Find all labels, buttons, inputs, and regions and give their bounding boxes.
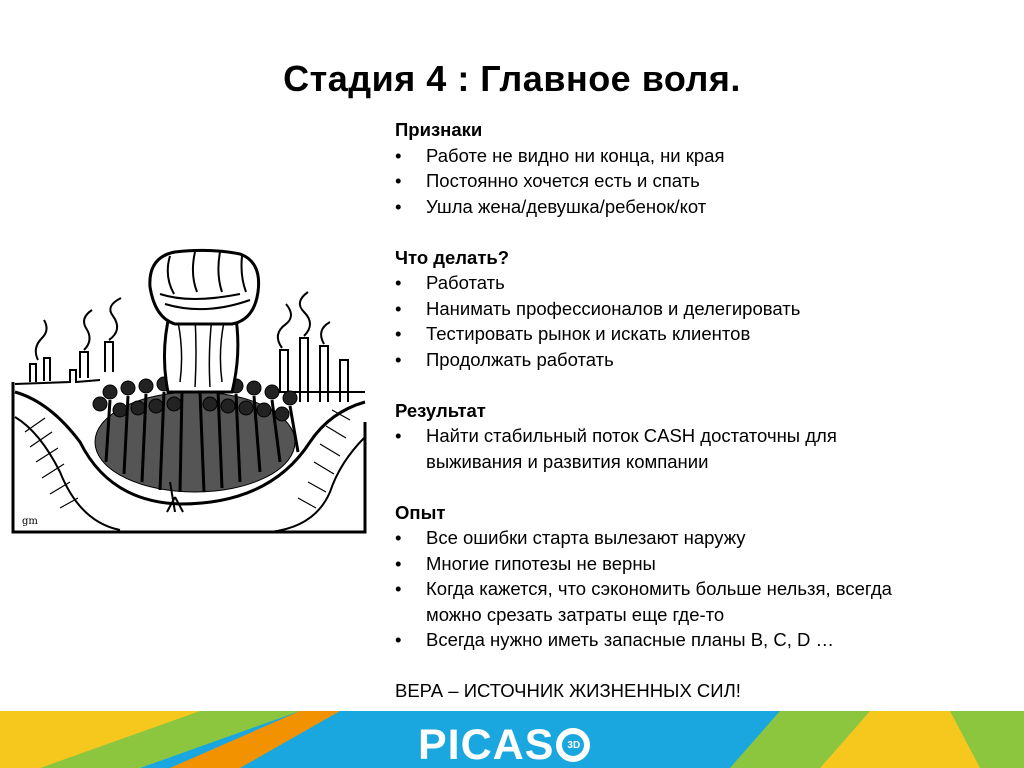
section-heading: Результат [395,399,486,421]
list-item: • Продолжать работать [395,347,915,373]
svg-text:gm: gm [22,516,38,527]
list-item: • Все ошибки старта вылезают наружу [395,525,915,551]
bullet-list [395,143,915,220]
list-item: • Ушла жена/девушка/ребенок/кот [395,194,915,220]
bullet-list [395,525,915,653]
bullet-list [395,270,915,372]
list-item: • Тестировать рынок и искать клиентов [395,321,915,347]
picaso-logo [418,720,590,768]
fist-crowd-illustration [10,242,370,534]
slide-title: Стадия 4 : Главное воля. [283,58,741,99]
list-item: • Работе не видно ни конца, ни края [395,143,915,169]
section-signs [395,117,915,219]
bullet-list [395,423,915,474]
list-item: • Постоянно хочется есть и спать [395,168,915,194]
list-item: • Многие гипотезы не верны [395,551,915,577]
footer-banner [0,711,1024,768]
list-item: • Когда кажется, что сэкономить больше нельзя, всегда можно срезать затраты еще где-то [395,576,915,627]
section-what-to-do [395,245,915,373]
logo-text: PICAS [418,720,555,768]
section-heading: Признаки [395,119,483,140]
list-item: • Нанимать профессионалов и делегировать [395,296,915,322]
section-heading: Что делать? [395,246,510,268]
slide-content [395,117,915,704]
logo-o-ring [556,728,590,762]
list-item: • Работать [395,270,915,296]
closing-statement: ВЕРА – ИСТОЧНИК ЖИЗНЕННЫХ СИЛ! [395,680,741,701]
section-experience [395,500,915,653]
logo-3d-text: 3D [567,740,581,751]
section-heading: Опыт [395,501,446,523]
list-item: • Всегда нужно иметь запасные планы B, C, D … [395,627,915,653]
section-result [395,398,915,475]
list-item: • Найти стабильный поток CASH достаточны для выживания и развития компании [395,423,915,474]
